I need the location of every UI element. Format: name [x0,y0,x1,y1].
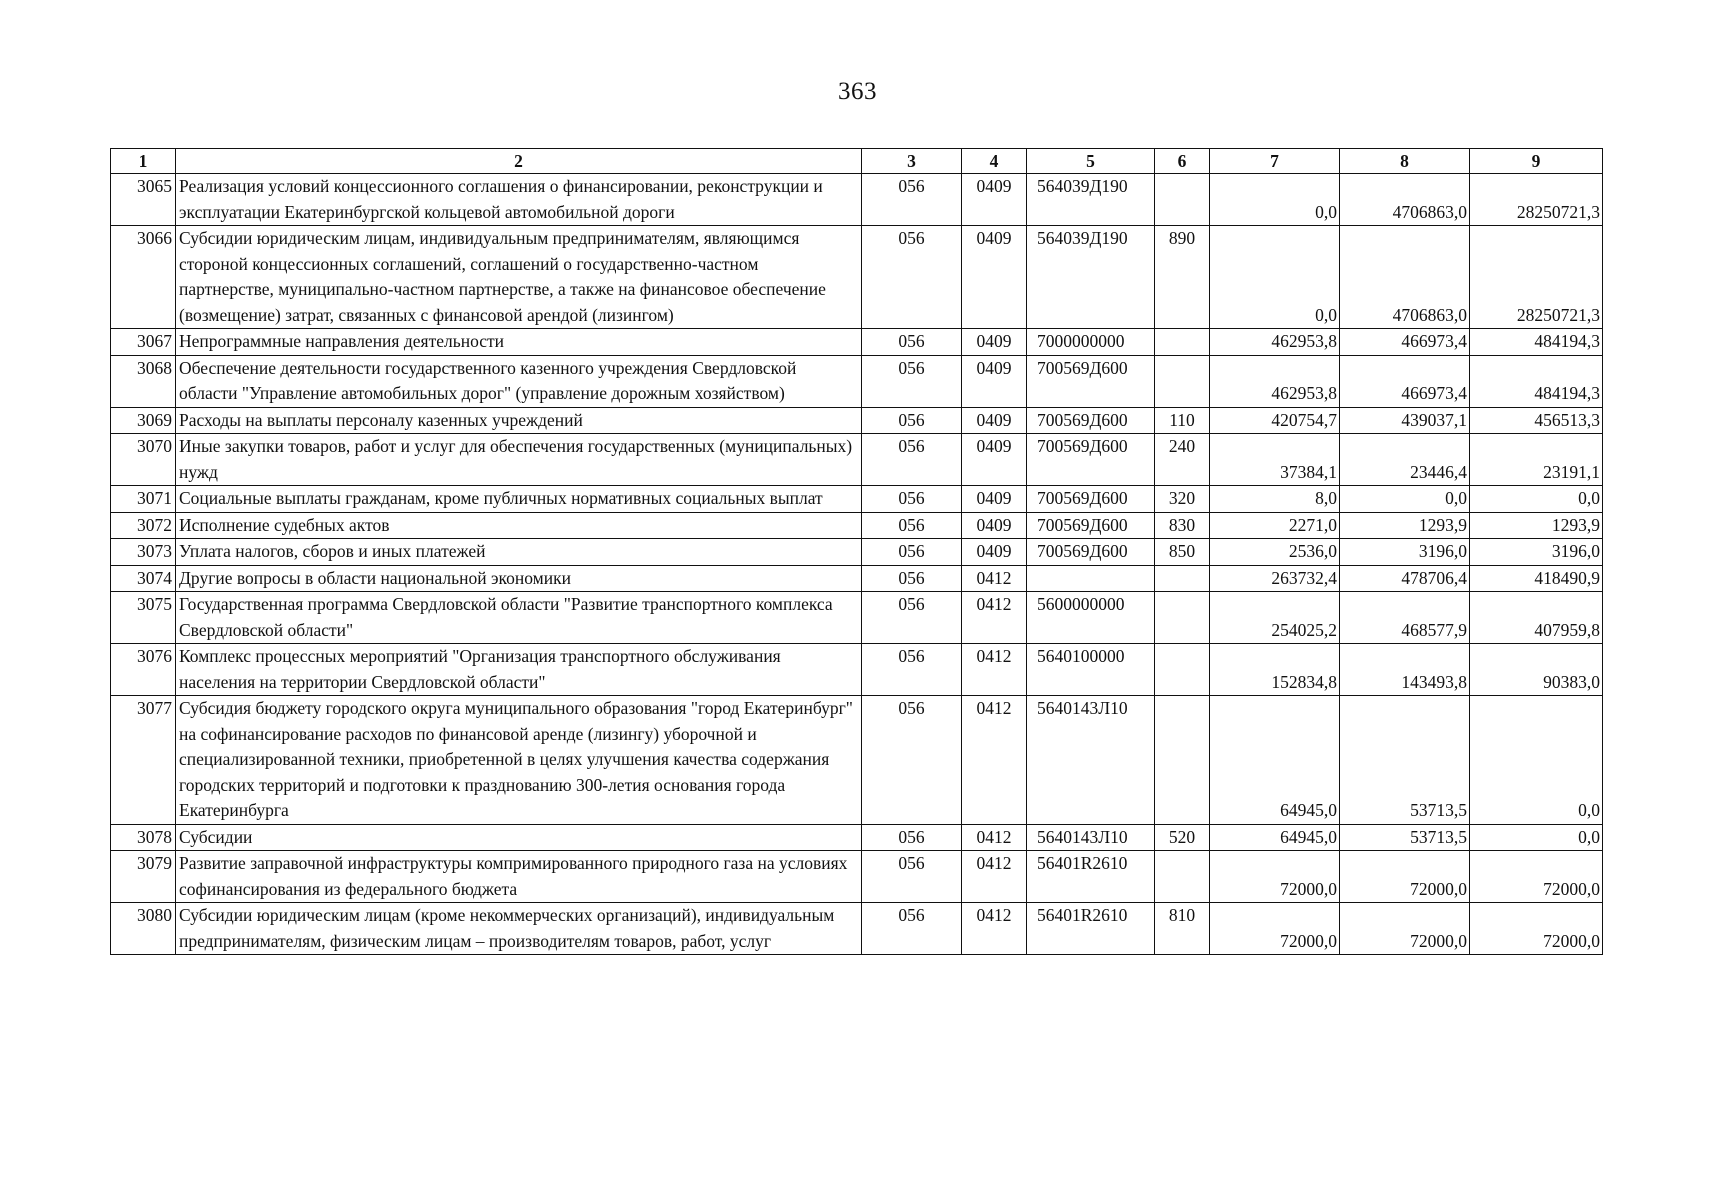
row-value-year-2: 72000,0 [1340,903,1470,955]
row-expense-type: 850 [1155,539,1210,566]
row-value-year-3: 1293,9 [1470,512,1603,539]
row-section-code: 0412 [962,565,1027,592]
header-col-7: 7 [1210,149,1340,174]
row-value-year-2: 4706863,0 [1340,226,1470,329]
row-number: 3066 [111,226,176,329]
table-row [111,226,1603,329]
row-expense-type: 110 [1155,407,1210,434]
header-col-5: 5 [1027,149,1155,174]
row-target-code: 700569Д600 [1027,355,1155,407]
row-section-code: 0412 [962,903,1027,955]
row-section-code: 0412 [962,592,1027,644]
row-value-year-3: 484194,3 [1470,329,1603,356]
row-section-code: 0409 [962,407,1027,434]
row-expense-type: 830 [1155,512,1210,539]
row-target-code: 700569Д600 [1027,512,1155,539]
row-value-year-3: 418490,9 [1470,565,1603,592]
header-col-9: 9 [1470,149,1603,174]
row-value-year-1: 2271,0 [1210,512,1340,539]
row-value-year-2: 72000,0 [1340,851,1470,903]
row-value-year-2: 53713,5 [1340,696,1470,825]
row-value-year-1: 0,0 [1210,226,1340,329]
row-ministry-code: 056 [862,696,962,825]
row-description: Исполнение судебных актов [176,512,862,539]
row-value-year-3: 456513,3 [1470,407,1603,434]
row-number: 3076 [111,644,176,696]
row-expense-type: 320 [1155,486,1210,513]
row-target-code [1027,565,1155,592]
row-section-code: 0409 [962,539,1027,566]
row-value-year-3: 28250721,3 [1470,174,1603,226]
row-number: 3068 [111,355,176,407]
row-expense-type [1155,644,1210,696]
row-target-code: 564039Д190 [1027,174,1155,226]
row-description: Субсидии [176,824,862,851]
table-header-row [111,149,1603,174]
row-section-code: 0412 [962,851,1027,903]
budget-table [110,148,1603,955]
row-expense-type: 810 [1155,903,1210,955]
row-description: Государственная программа Свердловской области "Развитие транспортного комплекса Свердловской области" [176,592,862,644]
row-description: Комплекс процессных мероприятий "Организация транспортного обслуживания населения на территории Свердловской области" [176,644,862,696]
row-number: 3077 [111,696,176,825]
table-row [111,486,1603,513]
row-value-year-2: 4706863,0 [1340,174,1470,226]
row-section-code: 0412 [962,696,1027,825]
row-expense-type: 890 [1155,226,1210,329]
row-description: Социальные выплаты гражданам, кроме публичных нормативных социальных выплат [176,486,862,513]
header-col-3: 3 [862,149,962,174]
row-ministry-code: 056 [862,903,962,955]
row-expense-type [1155,355,1210,407]
row-expense-type: 520 [1155,824,1210,851]
row-ministry-code: 056 [862,329,962,356]
row-target-code: 56401R2610 [1027,903,1155,955]
row-ministry-code: 056 [862,512,962,539]
row-value-year-2: 143493,8 [1340,644,1470,696]
row-number: 3071 [111,486,176,513]
row-expense-type [1155,329,1210,356]
row-target-code: 56401R2610 [1027,851,1155,903]
row-value-year-3: 0,0 [1470,696,1603,825]
row-description: Непрограммные направления деятельности [176,329,862,356]
row-number: 3072 [111,512,176,539]
row-value-year-1: 263732,4 [1210,565,1340,592]
row-ministry-code: 056 [862,824,962,851]
row-ministry-code: 056 [862,539,962,566]
row-number: 3074 [111,565,176,592]
table-row [111,696,1603,825]
table-row [111,434,1603,486]
row-expense-type [1155,174,1210,226]
row-number: 3075 [111,592,176,644]
row-value-year-3: 72000,0 [1470,903,1603,955]
row-value-year-3: 0,0 [1470,486,1603,513]
row-ministry-code: 056 [862,226,962,329]
row-target-code: 5600000000 [1027,592,1155,644]
row-description: Уплата налогов, сборов и иных платежей [176,539,862,566]
row-target-code: 700569Д600 [1027,539,1155,566]
row-ministry-code: 056 [862,407,962,434]
row-target-code: 700569Д600 [1027,486,1155,513]
row-value-year-2: 53713,5 [1340,824,1470,851]
table-row [111,539,1603,566]
row-description: Субсидия бюджету городского округа муниципального образования "город Екатеринбург" на софинансирование расходов по финансовой аренде (лизингу) уборочной и специализированной техники, приобретенной в целях улучшения качества содержания городских территорий и подготовки к празднованию 300-летия основания города Екатеринбурга [176,696,862,825]
row-value-year-1: 254025,2 [1210,592,1340,644]
row-section-code: 0409 [962,486,1027,513]
header-col-8: 8 [1340,149,1470,174]
row-description: Обеспечение деятельности государственного казенного учреждения Свердловской области "Управление автомобильных дорог" (управление дорожным хозяйством) [176,355,862,407]
row-ministry-code: 056 [862,565,962,592]
header-col-6: 6 [1155,149,1210,174]
row-value-year-3: 3196,0 [1470,539,1603,566]
row-section-code: 0409 [962,512,1027,539]
table-row [111,592,1603,644]
row-value-year-2: 1293,9 [1340,512,1470,539]
row-value-year-3: 23191,1 [1470,434,1603,486]
row-number: 3079 [111,851,176,903]
row-description: Иные закупки товаров, работ и услуг для обеспечения государственных (муниципальных) нужд [176,434,862,486]
row-value-year-3: 484194,3 [1470,355,1603,407]
row-ministry-code: 056 [862,174,962,226]
row-value-year-2: 3196,0 [1340,539,1470,566]
table-row [111,407,1603,434]
header-col-1: 1 [111,149,176,174]
row-ministry-code: 056 [862,644,962,696]
table-row [111,174,1603,226]
row-value-year-1: 72000,0 [1210,903,1340,955]
row-expense-type: 240 [1155,434,1210,486]
row-section-code: 0409 [962,329,1027,356]
row-value-year-1: 64945,0 [1210,824,1340,851]
row-value-year-2: 0,0 [1340,486,1470,513]
row-ministry-code: 056 [862,434,962,486]
row-description: Развитие заправочной инфраструктуры компримированного природного газа на условиях софинансирования из федерального бюджета [176,851,862,903]
row-number: 3065 [111,174,176,226]
table-body [111,174,1603,955]
row-value-year-2: 23446,4 [1340,434,1470,486]
table-row [111,903,1603,955]
row-value-year-1: 462953,8 [1210,355,1340,407]
row-ministry-code: 056 [862,592,962,644]
row-value-year-3: 90383,0 [1470,644,1603,696]
row-value-year-2: 468577,9 [1340,592,1470,644]
row-target-code: 564039Д190 [1027,226,1155,329]
table-row [111,329,1603,356]
row-section-code: 0409 [962,434,1027,486]
row-expense-type [1155,592,1210,644]
row-section-code: 0409 [962,355,1027,407]
row-number: 3073 [111,539,176,566]
table-row [111,355,1603,407]
row-section-code: 0409 [962,174,1027,226]
row-description: Расходы на выплаты персоналу казенных учреждений [176,407,862,434]
row-number: 3070 [111,434,176,486]
row-target-code: 5640143Л10 [1027,696,1155,825]
row-description: Субсидии юридическим лицам (кроме некоммерческих организаций), индивидуальным предпринимателям, физическим лицам – производителям товаров, работ, услуг [176,903,862,955]
row-target-code: 700569Д600 [1027,434,1155,486]
row-value-year-1: 37384,1 [1210,434,1340,486]
row-value-year-1: 2536,0 [1210,539,1340,566]
row-target-code: 5640100000 [1027,644,1155,696]
row-value-year-3: 407959,8 [1470,592,1603,644]
row-value-year-1: 72000,0 [1210,851,1340,903]
row-value-year-1: 64945,0 [1210,696,1340,825]
row-target-code: 5640143Л10 [1027,824,1155,851]
row-value-year-2: 439037,1 [1340,407,1470,434]
row-value-year-1: 152834,8 [1210,644,1340,696]
table-row [111,824,1603,851]
row-number: 3080 [111,903,176,955]
row-description: Реализация условий концессионного соглашения о финансировании, реконструкции и эксплуатации Екатеринбургской кольцевой автомобильной дороги [176,174,862,226]
page-number: 363 [838,78,877,105]
row-value-year-2: 478706,4 [1340,565,1470,592]
table-row [111,565,1603,592]
row-expense-type [1155,851,1210,903]
header-col-4: 4 [962,149,1027,174]
row-description: Субсидии юридическим лицам, индивидуальным предпринимателям, являющимся стороной концессионных соглашений, соглашений о государственно-частном партнерстве, муниципально-частном партнерстве, а также на финансовое обеспечение (возмещение) затрат, связанных с финансовой арендой (лизингом) [176,226,862,329]
row-number: 3069 [111,407,176,434]
row-value-year-2: 466973,4 [1340,355,1470,407]
row-value-year-1: 0,0 [1210,174,1340,226]
row-value-year-1: 462953,8 [1210,329,1340,356]
header-col-2: 2 [176,149,862,174]
row-value-year-2: 466973,4 [1340,329,1470,356]
row-section-code: 0412 [962,644,1027,696]
row-section-code: 0412 [962,824,1027,851]
row-target-code: 7000000000 [1027,329,1155,356]
row-value-year-1: 420754,7 [1210,407,1340,434]
row-description: Другие вопросы в области национальной экономики [176,565,862,592]
table-row [111,851,1603,903]
row-target-code: 700569Д600 [1027,407,1155,434]
row-ministry-code: 056 [862,851,962,903]
row-value-year-3: 28250721,3 [1470,226,1603,329]
row-expense-type [1155,696,1210,825]
row-value-year-1: 8,0 [1210,486,1340,513]
row-section-code: 0409 [962,226,1027,329]
row-ministry-code: 056 [862,355,962,407]
table-row [111,644,1603,696]
row-ministry-code: 056 [862,486,962,513]
row-value-year-3: 0,0 [1470,824,1603,851]
table-row [111,512,1603,539]
row-expense-type [1155,565,1210,592]
row-number: 3078 [111,824,176,851]
row-number: 3067 [111,329,176,356]
row-value-year-3: 72000,0 [1470,851,1603,903]
